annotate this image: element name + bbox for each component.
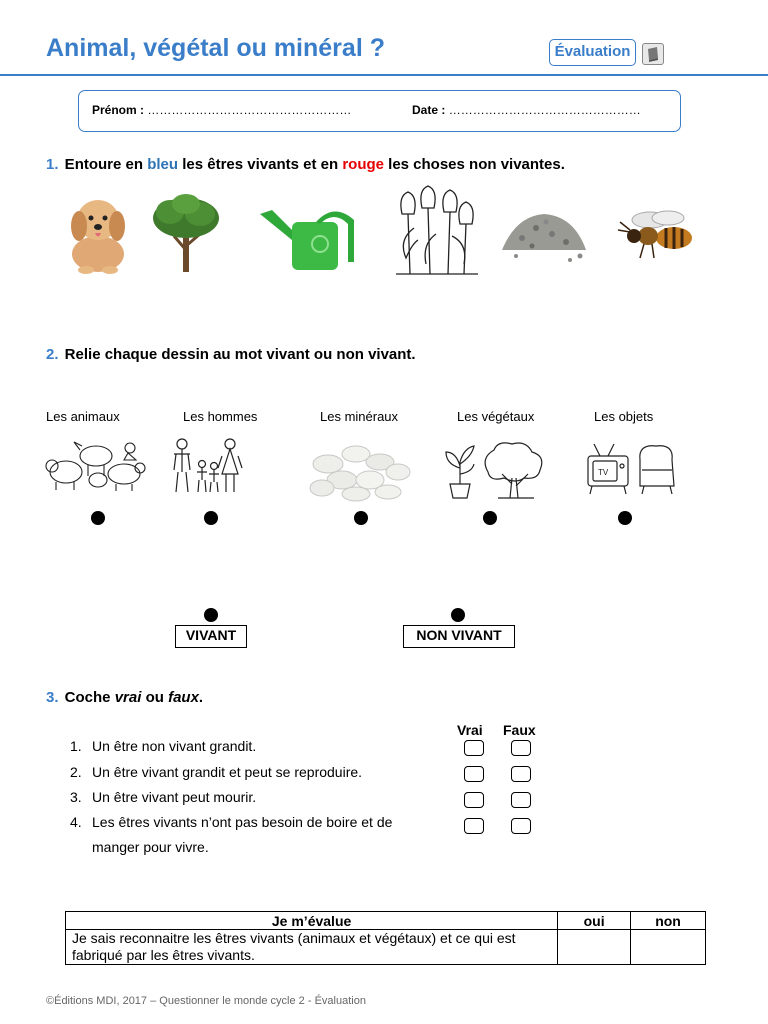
word-bleu: bleu <box>147 156 179 173</box>
table-header-row <box>66 912 706 930</box>
date-dots: ………………………………………… <box>448 103 641 117</box>
question-1-text: les choses non vivantes. <box>383 156 565 173</box>
label-objets: Les objets <box>594 409 654 424</box>
question-2 <box>46 346 416 363</box>
statement-text: Un être vivant grandit et peut se reproduire. <box>92 764 363 780</box>
name-date-box <box>78 90 681 132</box>
checkbox-faux-4[interactable] <box>511 818 531 834</box>
header-oui: oui <box>558 912 631 930</box>
statement-3 <box>70 785 256 810</box>
footer-copyright: ©Éditions MDI, 2017 – Questionner le monde cycle 2 - Évaluation <box>46 995 366 1007</box>
self-evaluation-table <box>65 911 706 965</box>
watering-can-picture[interactable] <box>258 202 364 272</box>
question-3-text: . <box>198 689 204 706</box>
title-underline <box>0 74 768 76</box>
vivant-box: VIVANT <box>175 625 247 648</box>
checkbox-faux-1[interactable] <box>511 740 531 756</box>
date-field[interactable] <box>412 103 641 117</box>
connector-dot-vivant[interactable] <box>204 608 218 622</box>
checkbox-vrai-3[interactable] <box>464 792 484 808</box>
statement-text: Un être vivant peut mourir. <box>92 789 257 805</box>
statement-number: 2. <box>70 764 82 780</box>
question-3-text: Coche <box>60 689 115 706</box>
connector-dot-hommes[interactable] <box>204 511 218 525</box>
people-drawing <box>168 436 246 494</box>
animals-drawing <box>44 434 146 494</box>
checkbox-faux-3[interactable] <box>511 792 531 808</box>
cell-oui[interactable] <box>558 930 631 965</box>
label-animaux: Les animaux <box>46 409 120 424</box>
statement-number: 4. <box>70 814 82 830</box>
column-vrai: Vrai <box>457 722 483 738</box>
statement-text: Un être non vivant grandit. <box>92 738 257 754</box>
statement-number: 3. <box>70 789 82 805</box>
statement-2 <box>70 760 362 785</box>
svg-text:TV: TV <box>598 468 609 477</box>
label-vegetaux: Les végétaux <box>457 409 535 424</box>
header-non: non <box>631 912 706 930</box>
connector-dot-non-vivant[interactable] <box>451 608 465 622</box>
question-2-text: Relie chaque dessin au mot vivant ou non vivant. <box>60 346 416 363</box>
question-1 <box>46 156 565 173</box>
plants-drawing <box>442 438 550 500</box>
checkbox-faux-2[interactable] <box>511 766 531 782</box>
checkbox-vrai-2[interactable] <box>464 766 484 782</box>
statement-number: 1. <box>70 738 82 754</box>
checkbox-vrai-4[interactable] <box>464 818 484 834</box>
gravel-picture[interactable] <box>496 206 592 264</box>
tree-picture[interactable] <box>150 190 222 274</box>
non-vivant-box: NON VIVANT <box>403 625 515 648</box>
question-3-text: ou <box>141 689 169 706</box>
evaluation-badge: Évaluation <box>549 39 636 66</box>
table-row <box>66 930 706 965</box>
objects-drawing <box>584 440 678 496</box>
column-faux: Faux <box>503 722 536 738</box>
date-label: Date : <box>412 103 446 117</box>
question-1-number: 1. <box>46 156 59 173</box>
header-je-mevalue: Je m’évalue <box>66 912 558 930</box>
question-1-text: Entoure en <box>60 156 148 173</box>
connector-dot-objets[interactable] <box>618 511 632 525</box>
page-title: Animal, végétal ou minéral ? <box>46 34 385 62</box>
label-hommes: Les hommes <box>183 409 258 424</box>
book-icon <box>642 43 664 65</box>
cell-non[interactable] <box>631 930 706 965</box>
dog-picture[interactable] <box>62 188 134 274</box>
question-2-number: 2. <box>46 346 59 363</box>
word-vrai: vrai <box>114 689 142 706</box>
statement-1 <box>70 734 256 759</box>
prenom-field[interactable] <box>92 103 351 117</box>
connector-dot-animaux[interactable] <box>91 511 105 525</box>
question-1-text: les êtres vivants et en <box>178 156 343 173</box>
bee-picture[interactable] <box>610 208 706 264</box>
pebbles-picture <box>306 442 412 502</box>
tulips-drawing[interactable] <box>394 184 480 278</box>
statement-text: Les êtres vivants n’ont pas besoin de boire et de <box>92 814 393 830</box>
checkbox-vrai-1[interactable] <box>464 740 484 756</box>
statement-text: manger pour vivre. <box>92 839 209 855</box>
statement-4 <box>70 810 392 860</box>
label-mineraux: Les minéraux <box>320 409 399 424</box>
word-rouge: rouge <box>342 156 384 173</box>
connector-dot-vegetaux[interactable] <box>483 511 497 525</box>
criterion-text: Je sais reconnaitre les êtres vivants (animaux et végétaux) et ce qui est fabriqué par les êtres vivants. <box>66 930 558 965</box>
word-faux: faux <box>168 689 199 706</box>
prenom-label: Prénom : <box>92 103 145 117</box>
question-3-number: 3. <box>46 689 59 706</box>
question-3 <box>46 689 203 706</box>
prenom-dots: …………………………………………… <box>147 103 352 117</box>
connector-dot-mineraux[interactable] <box>354 511 368 525</box>
